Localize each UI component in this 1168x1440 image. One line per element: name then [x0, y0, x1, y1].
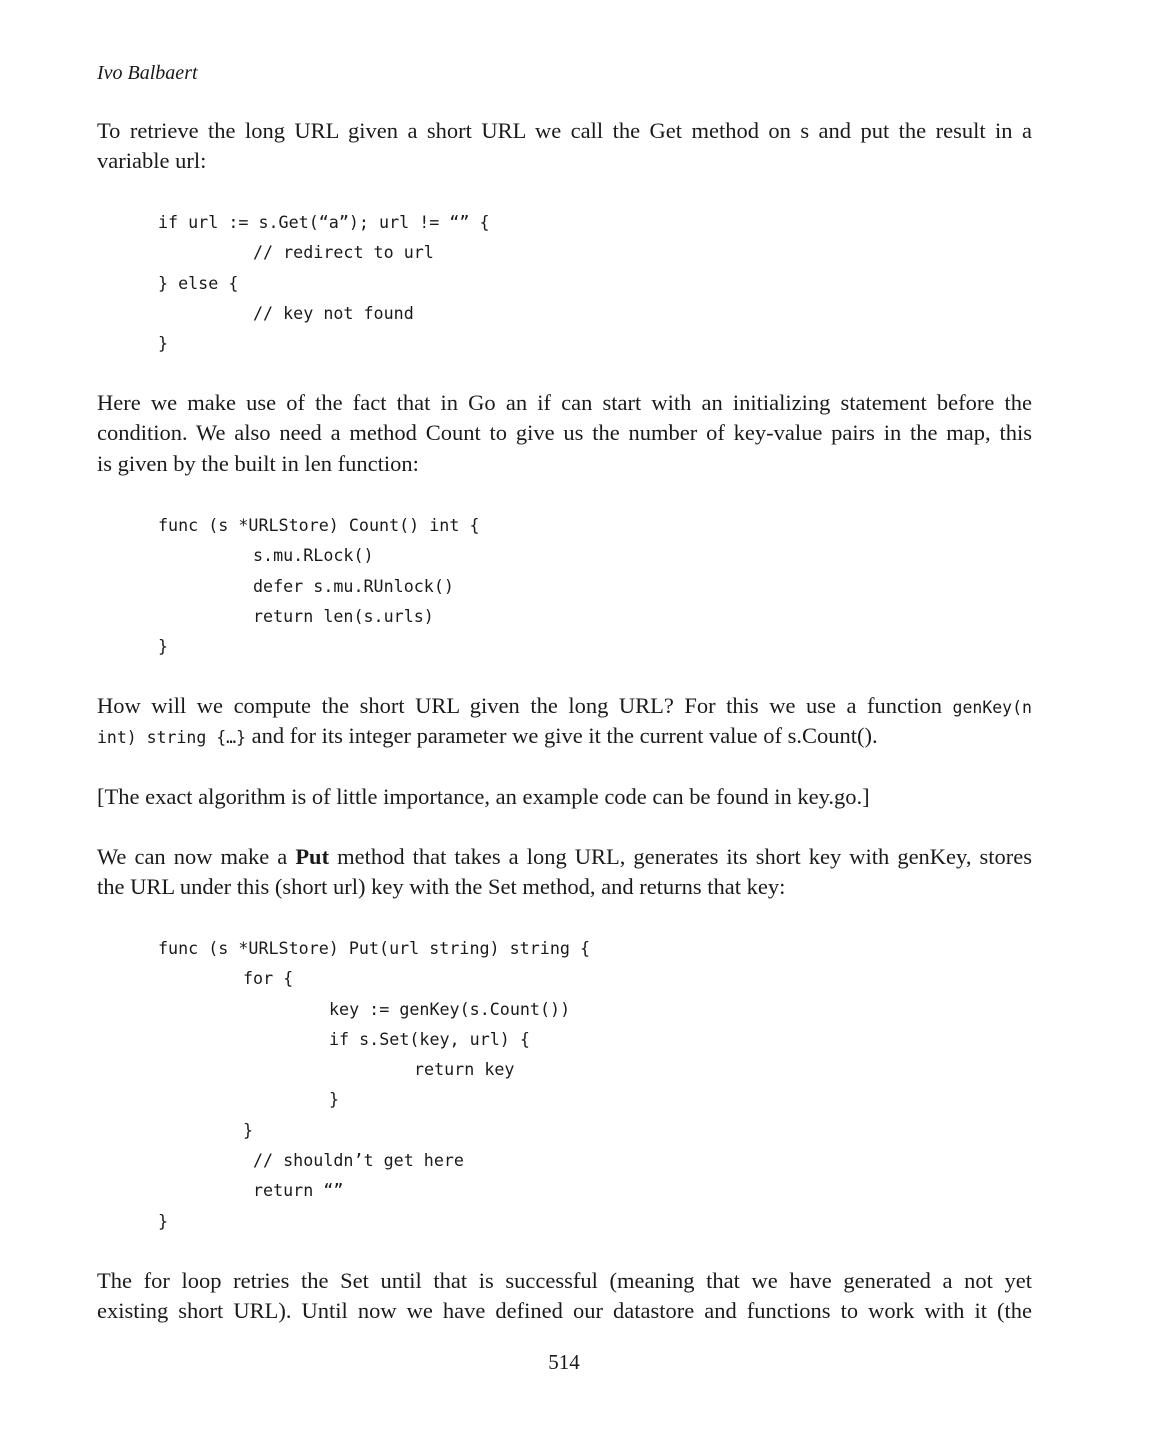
code-line: return len(s.urls) [253, 605, 434, 626]
text-run: The for loop retries the Set until that is successful (meaning that we have generated a not yet [97, 1268, 1032, 1293]
code-line: } [329, 1089, 340, 1110]
code-block-count [158, 510, 480, 661]
code-line: } [158, 1210, 169, 1231]
text-run: method that takes a long URL, generates its short key with genKey, stores [329, 844, 1032, 869]
code-line: } [243, 1119, 254, 1140]
code-line: } else { [158, 272, 239, 293]
inline-code: genKey(n [952, 698, 1032, 717]
running-header-author: Ivo Balbaert [97, 62, 198, 84]
paragraph-for-loop [97, 1266, 1032, 1327]
code-line: if s.Set(key, url) { [329, 1028, 530, 1049]
text-line [97, 449, 1032, 479]
text-run: condition. We also need a method Count to give us the number of key-value pairs in the map, this [97, 420, 1032, 446]
paragraph-if-initializer [97, 388, 1032, 479]
code-line: return “” [253, 1180, 344, 1201]
text-run: variable url: [97, 148, 207, 174]
text-run: existing short URL). Until now we have defined our datastore and functions to work with it (the [97, 1298, 1032, 1324]
code-block-put [158, 933, 590, 1236]
text-run: Here we make use of the fact that in Go an if can start with an initializing statement before the [97, 390, 1032, 415]
code-line: // shouldn’t get here [253, 1150, 464, 1171]
text-line [97, 418, 1032, 448]
code-line: for { [243, 968, 294, 989]
text-line [97, 1266, 1032, 1296]
text-run: is given by the built in len function: [97, 450, 419, 476]
paragraph-put-method [97, 842, 1032, 903]
code-line: defer s.mu.RUnlock() [253, 575, 454, 596]
code-line: } [158, 636, 169, 657]
code-line: // key not found [253, 302, 414, 323]
text-run: the URL under this (short url) key with the Set method, and returns that key: [97, 874, 786, 900]
text-line [97, 1296, 1032, 1326]
paragraph-genkey [97, 691, 1032, 752]
text-run: How will we compute the short URL given the long URL? For this we use a function [97, 693, 953, 718]
text-run: [The exact algorithm is of little importance, an example code can be found in key.go.] [97, 784, 870, 809]
text-run: and for its integer parameter we give it the current value of s.Count(). [246, 723, 878, 749]
text-line [97, 388, 1032, 418]
code-block-get [158, 207, 490, 358]
code-line: } [158, 333, 169, 354]
text-line [97, 721, 1032, 751]
code-line: func (s *URLStore) Count() int { [158, 515, 480, 535]
code-line: // redirect to url [253, 242, 434, 263]
text-line [97, 872, 1032, 902]
text-run: We can now make a [97, 844, 296, 869]
text-run: To retrieve the long URL given a short URL we call the Get method on s and put the result in a [97, 118, 1032, 143]
bold-text: Put [295, 844, 330, 869]
code-line: func (s *URLStore) Put(url string) string { [158, 938, 591, 958]
text-line [97, 146, 1032, 176]
code-line: return key [414, 1059, 515, 1080]
text-line [97, 116, 1032, 146]
text-line [97, 691, 1032, 721]
code-line: key := genKey(s.Count()) [329, 998, 571, 1019]
code-line: if url := s.Get(“a”); url != “” { [158, 212, 490, 232]
paragraph-retrieve-url [97, 116, 1032, 177]
code-line: s.mu.RLock() [253, 545, 374, 566]
page-number: 514 [548, 1350, 580, 1374]
inline-code: int) string {…} [97, 728, 247, 748]
text-line [97, 782, 1032, 812]
paragraph-algorithm-note [97, 782, 1032, 812]
text-line [97, 842, 1032, 872]
